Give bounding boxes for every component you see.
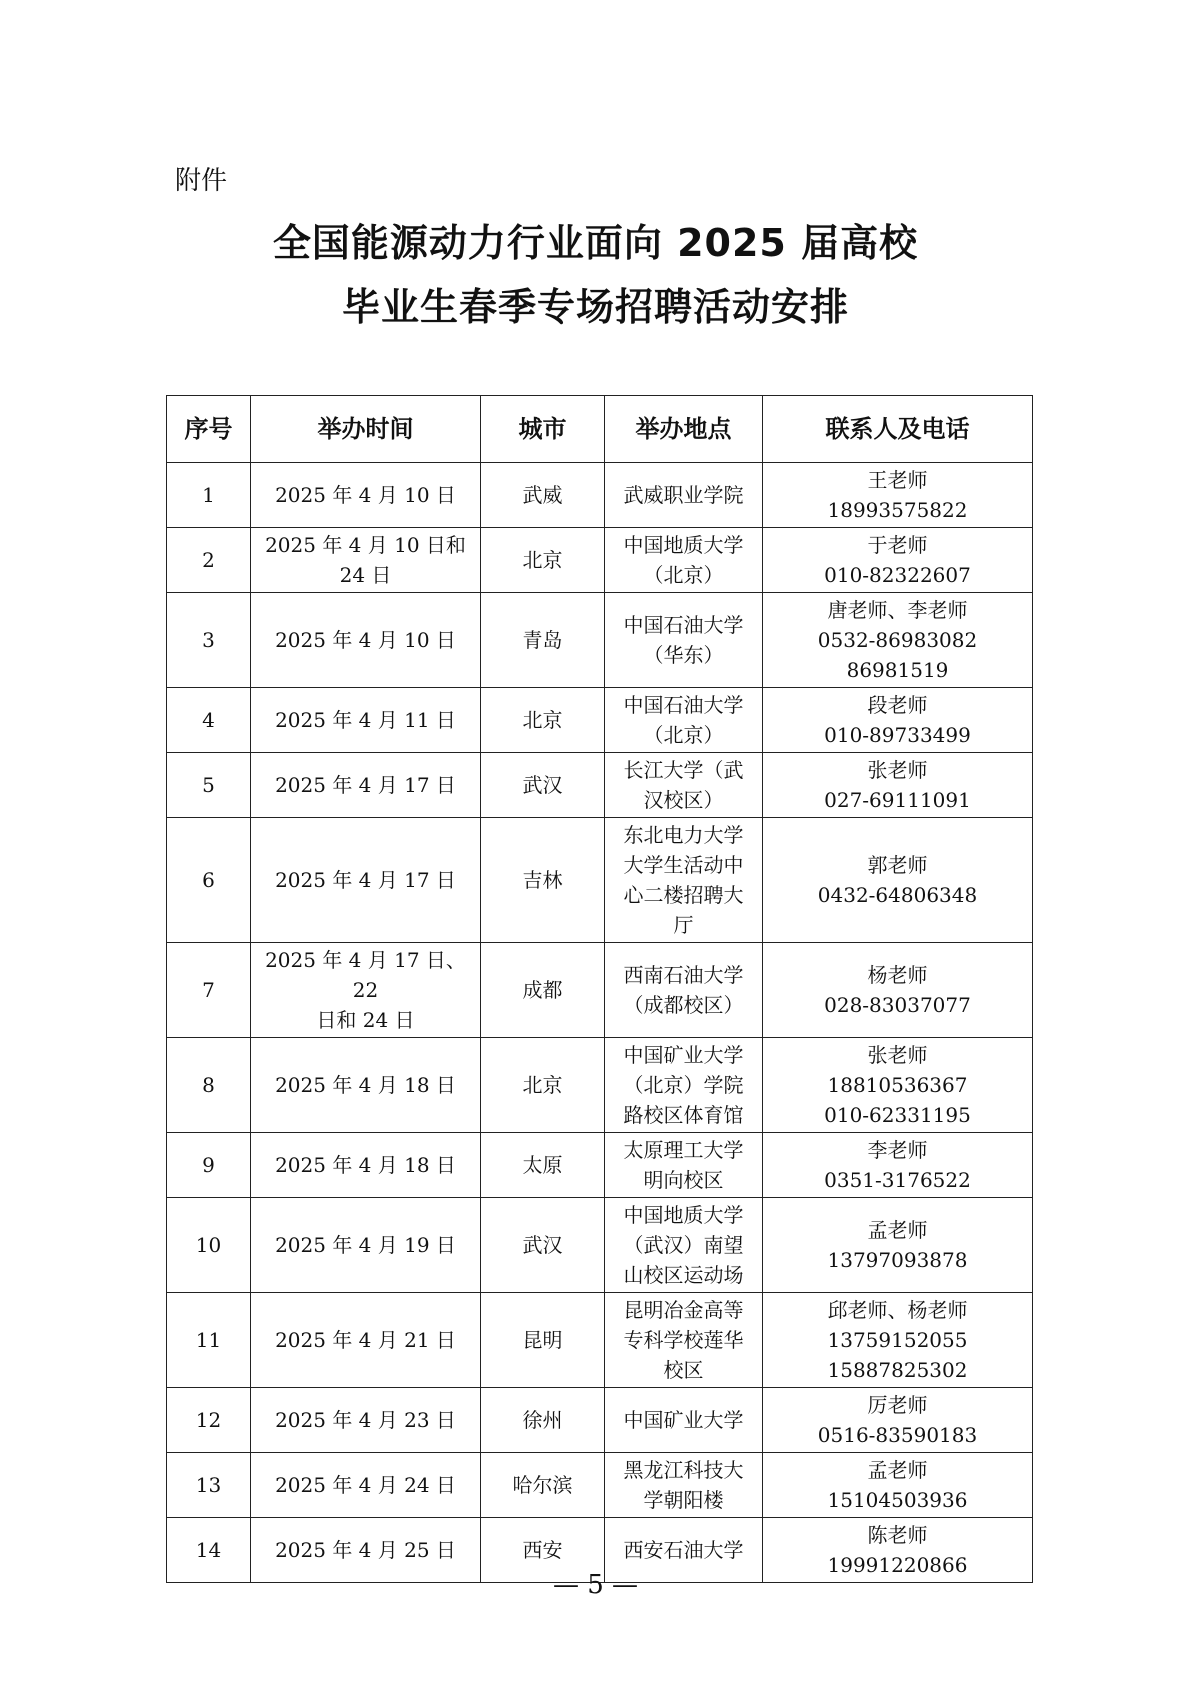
city-cell: 北京 [481, 1038, 605, 1133]
header-contact: 联系人及电话 [763, 396, 1033, 463]
venue-cell: 黑龙江科技大 学朝阳楼 [605, 1453, 763, 1518]
schedule-table-body [167, 463, 1033, 1583]
table-row [167, 753, 1033, 818]
table-row [167, 1198, 1033, 1293]
table-row [167, 688, 1033, 753]
date-cell: 2025 年 4 月 18 日 [251, 1038, 481, 1133]
venue-cell: 中国地质大学 （北京） [605, 528, 763, 593]
table-row [167, 463, 1033, 528]
header-venue: 举办地点 [605, 396, 763, 463]
serial-cell: 2 [167, 528, 251, 593]
venue-cell: 西安石油大学 [605, 1518, 763, 1583]
table-row [167, 1038, 1033, 1133]
table-row [167, 1388, 1033, 1453]
venue-cell: 中国石油大学 （华东） [605, 593, 763, 688]
document-title-line-1: 全国能源动力行业面向 2025 届高校 [272, 221, 919, 265]
table-row [167, 1293, 1033, 1388]
page-number: — 5 — [552, 1570, 639, 1600]
venue-cell: 长江大学（武 汉校区） [605, 753, 763, 818]
date-cell: 2025 年 4 月 17 日 [251, 753, 481, 818]
contact-cell: 郭老师 0432-64806348 [763, 818, 1033, 943]
venue-cell: 中国矿业大学 [605, 1388, 763, 1453]
schedule-table [166, 395, 1033, 1583]
city-cell: 武汉 [481, 753, 605, 818]
document-title-line-2: 毕业生春季专场招聘活动安排 [341, 285, 849, 329]
serial-cell: 8 [167, 1038, 251, 1133]
venue-cell: 中国石油大学 （北京） [605, 688, 763, 753]
date-cell: 2025 年 4 月 19 日 [251, 1198, 481, 1293]
city-cell: 哈尔滨 [481, 1453, 605, 1518]
city-cell: 昆明 [481, 1293, 605, 1388]
contact-cell: 孟老师 15104503936 [763, 1453, 1033, 1518]
contact-cell: 张老师 027-69111091 [763, 753, 1033, 818]
table-row [167, 943, 1033, 1038]
contact-cell: 段老师 010-89733499 [763, 688, 1033, 753]
table-row [167, 528, 1033, 593]
attachment-label: 附件 [175, 166, 228, 196]
date-cell: 2025 年 4 月 21 日 [251, 1293, 481, 1388]
contact-cell: 王老师 18993575822 [763, 463, 1033, 528]
city-cell: 北京 [481, 688, 605, 753]
city-cell: 武威 [481, 463, 605, 528]
serial-cell: 13 [167, 1453, 251, 1518]
contact-cell: 李老师 0351-3176522 [763, 1133, 1033, 1198]
serial-cell: 1 [167, 463, 251, 528]
contact-cell: 孟老师 13797093878 [763, 1198, 1033, 1293]
city-cell: 成都 [481, 943, 605, 1038]
date-cell: 2025 年 4 月 17 日 [251, 818, 481, 943]
serial-cell: 12 [167, 1388, 251, 1453]
header-serial: 序号 [167, 396, 251, 463]
table-row [167, 818, 1033, 943]
header-date: 举办时间 [251, 396, 481, 463]
venue-cell: 武威职业学院 [605, 463, 763, 528]
serial-cell: 6 [167, 818, 251, 943]
city-cell: 太原 [481, 1133, 605, 1198]
table-header-row [167, 396, 1033, 463]
date-cell: 2025 年 4 月 10 日 [251, 593, 481, 688]
city-cell: 吉林 [481, 818, 605, 943]
serial-cell: 3 [167, 593, 251, 688]
contact-cell: 于老师 010-82322607 [763, 528, 1033, 593]
contact-cell: 陈老师 19991220866 [763, 1518, 1033, 1583]
serial-cell: 10 [167, 1198, 251, 1293]
date-cell: 2025 年 4 月 18 日 [251, 1133, 481, 1198]
venue-cell: 东北电力大学 大学生活动中 心二楼招聘大 厅 [605, 818, 763, 943]
date-cell: 2025 年 4 月 17 日、22 日和 24 日 [251, 943, 481, 1038]
serial-cell: 7 [167, 943, 251, 1038]
serial-cell: 4 [167, 688, 251, 753]
contact-cell: 邱老师、杨老师 13759152055 15887825302 [763, 1293, 1033, 1388]
venue-cell: 昆明冶金高等 专科学校莲华 校区 [605, 1293, 763, 1388]
date-cell: 2025 年 4 月 24 日 [251, 1453, 481, 1518]
table-row [167, 1133, 1033, 1198]
table-row [167, 1453, 1033, 1518]
serial-cell: 11 [167, 1293, 251, 1388]
contact-cell: 厉老师 0516-83590183 [763, 1388, 1033, 1453]
serial-cell: 9 [167, 1133, 251, 1198]
venue-cell: 太原理工大学 明向校区 [605, 1133, 763, 1198]
city-cell: 青岛 [481, 593, 605, 688]
date-cell: 2025 年 4 月 10 日和 24 日 [251, 528, 481, 593]
date-cell: 2025 年 4 月 10 日 [251, 463, 481, 528]
date-cell: 2025 年 4 月 11 日 [251, 688, 481, 753]
contact-cell: 唐老师、李老师 0532-86983082 86981519 [763, 593, 1033, 688]
table-row [167, 593, 1033, 688]
date-cell: 2025 年 4 月 25 日 [251, 1518, 481, 1583]
city-cell: 北京 [481, 528, 605, 593]
contact-cell: 杨老师 028-83037077 [763, 943, 1033, 1038]
header-city: 城市 [481, 396, 605, 463]
venue-cell: 中国矿业大学 （北京）学院 路校区体育馆 [605, 1038, 763, 1133]
serial-cell: 14 [167, 1518, 251, 1583]
venue-cell: 中国地质大学 （武汉）南望 山校区运动场 [605, 1198, 763, 1293]
city-cell: 武汉 [481, 1198, 605, 1293]
contact-cell: 张老师 18810536367 010-62331195 [763, 1038, 1033, 1133]
city-cell: 徐州 [481, 1388, 605, 1453]
date-cell: 2025 年 4 月 23 日 [251, 1388, 481, 1453]
serial-cell: 5 [167, 753, 251, 818]
venue-cell: 西南石油大学 （成都校区） [605, 943, 763, 1038]
city-cell: 西安 [481, 1518, 605, 1583]
